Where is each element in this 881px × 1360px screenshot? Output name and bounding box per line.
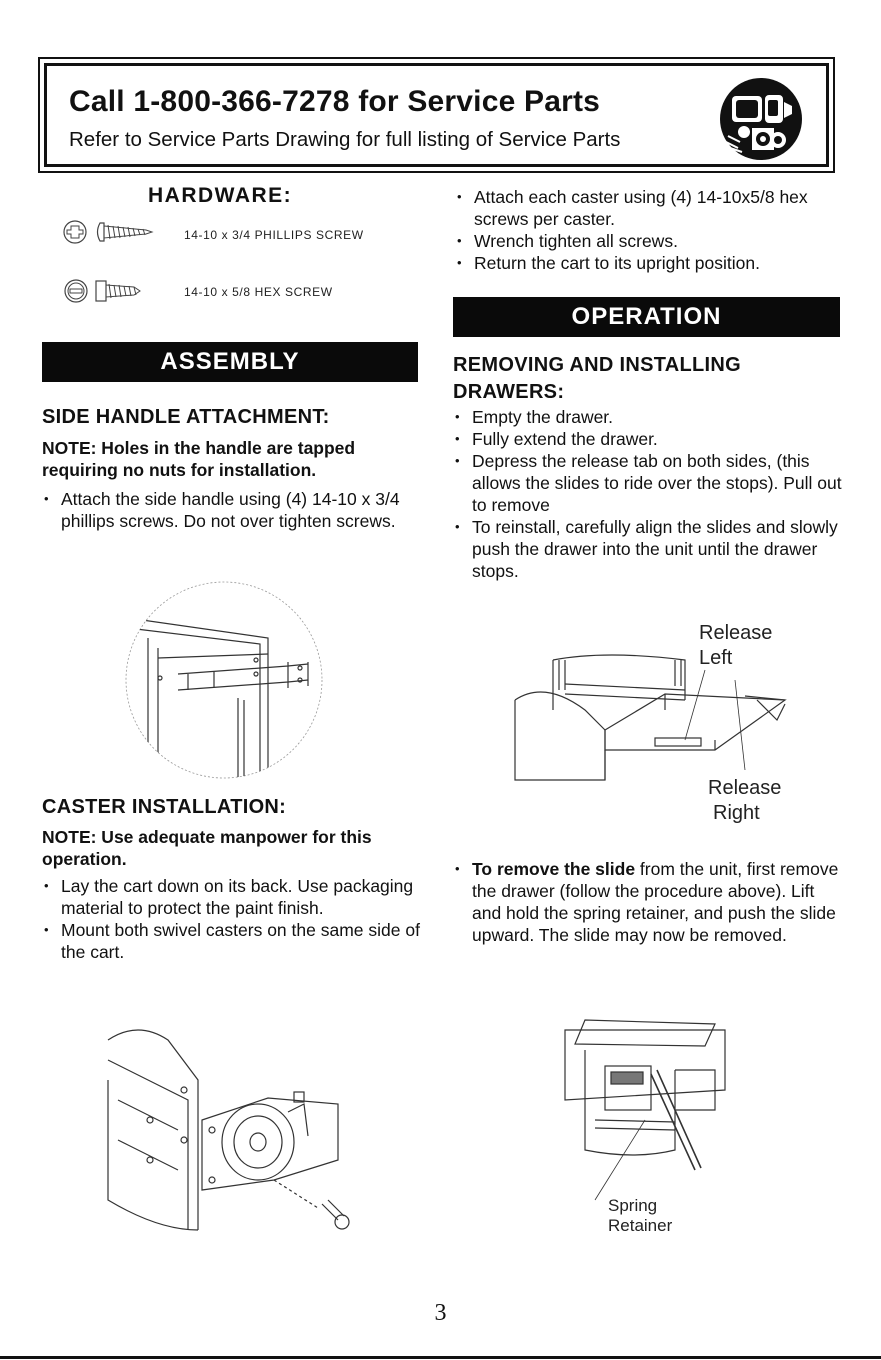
release-right-label-2: Right: [713, 802, 760, 824]
phillips-screw-label: 14-10 x 3/4 PHILLIPS SCREW: [184, 228, 364, 242]
header-subtitle: Refer to Service Parts Drawing for full listing of Service Parts: [69, 128, 621, 151]
release-right-label-1: Release: [708, 777, 782, 799]
list-item: [451, 858, 843, 946]
caster-attach-bullets: [453, 186, 843, 274]
service-parts-logo-icon: [718, 76, 804, 162]
list-item: • Wrench tighten all screws.: [453, 230, 843, 252]
hex-screw-label: 14-10 x 5/8 HEX SCREW: [184, 285, 333, 299]
header-title: Call 1-800-366-7278 for Service Parts: [69, 85, 601, 118]
spring-retainer-diagram: [555, 1010, 735, 1210]
list-item: • Empty the drawer.: [451, 406, 843, 428]
header-box: [38, 57, 835, 173]
list-item: • Attach the side handle using (4) 14-10 x 3/4 phillips screws. Do not over tighten screws.: [40, 488, 422, 532]
side-handle-bullets: [40, 488, 422, 532]
slide-lead-bold: To remove the slide: [472, 859, 636, 879]
slide-text: from the unit, first remove the drawer (follow the procedure above). Lift and hold the spring retainer, and push the slide upward. The slide may now be removed.: [472, 859, 839, 945]
caster-heading: CASTER INSTALLATION:: [42, 796, 287, 818]
list-item: • Return the cart to its upright position.: [453, 252, 843, 274]
slide-removal-bullets: [451, 858, 843, 946]
list-item: • Lay the cart down on its back. Use packaging material to protect the paint finish.: [40, 875, 422, 919]
release-left-label-2: Left: [699, 647, 733, 669]
side-handle-heading: SIDE HANDLE ATTACHMENT:: [42, 406, 330, 428]
phillips-screw-icon: [62, 217, 162, 247]
caster-diagram: [98, 1020, 358, 1235]
list-item: • To reinstall, carefully align the slides and slowly push the drawer into the unit until the drawer stops.: [451, 516, 843, 582]
side-handle-note: NOTE: Holes in the handle are tapped requiring no nuts for installation.: [42, 438, 356, 480]
list-item: • Attach each caster using (4) 14-10x5/8 hex screws per caster.: [453, 186, 843, 230]
hex-screw-icon: [64, 276, 164, 306]
list-item: • Depress the release tab on both sides, (this allows the slides to ride over the stops). Pull out to remove: [451, 450, 843, 516]
operation-banner: OPERATION: [453, 297, 840, 337]
header-inner-frame: [44, 63, 829, 167]
drawers-heading: REMOVING AND INSTALLING DRAWERS:: [453, 354, 742, 403]
hardware-heading: HARDWARE:: [148, 184, 293, 207]
list-item: • Mount both swivel casters on the same side of the cart.: [40, 919, 422, 963]
drawers-bullets: [451, 406, 843, 582]
drawer-release-diagram: [505, 650, 795, 785]
side-handle-diagram: [118, 578, 330, 778]
spring-label: Spring: [608, 1196, 658, 1215]
assembly-banner: ASSEMBLY: [42, 342, 418, 382]
release-left-label-1: Release: [699, 622, 773, 644]
list-item: • Fully extend the drawer.: [451, 428, 843, 450]
bottom-rule: [0, 1356, 881, 1359]
caster-bullets: [40, 875, 422, 963]
retainer-label: Retainer: [608, 1216, 673, 1235]
page-number: 3: [434, 1300, 447, 1326]
caster-note: NOTE: Use adequate manpower for this operation.: [42, 827, 372, 869]
